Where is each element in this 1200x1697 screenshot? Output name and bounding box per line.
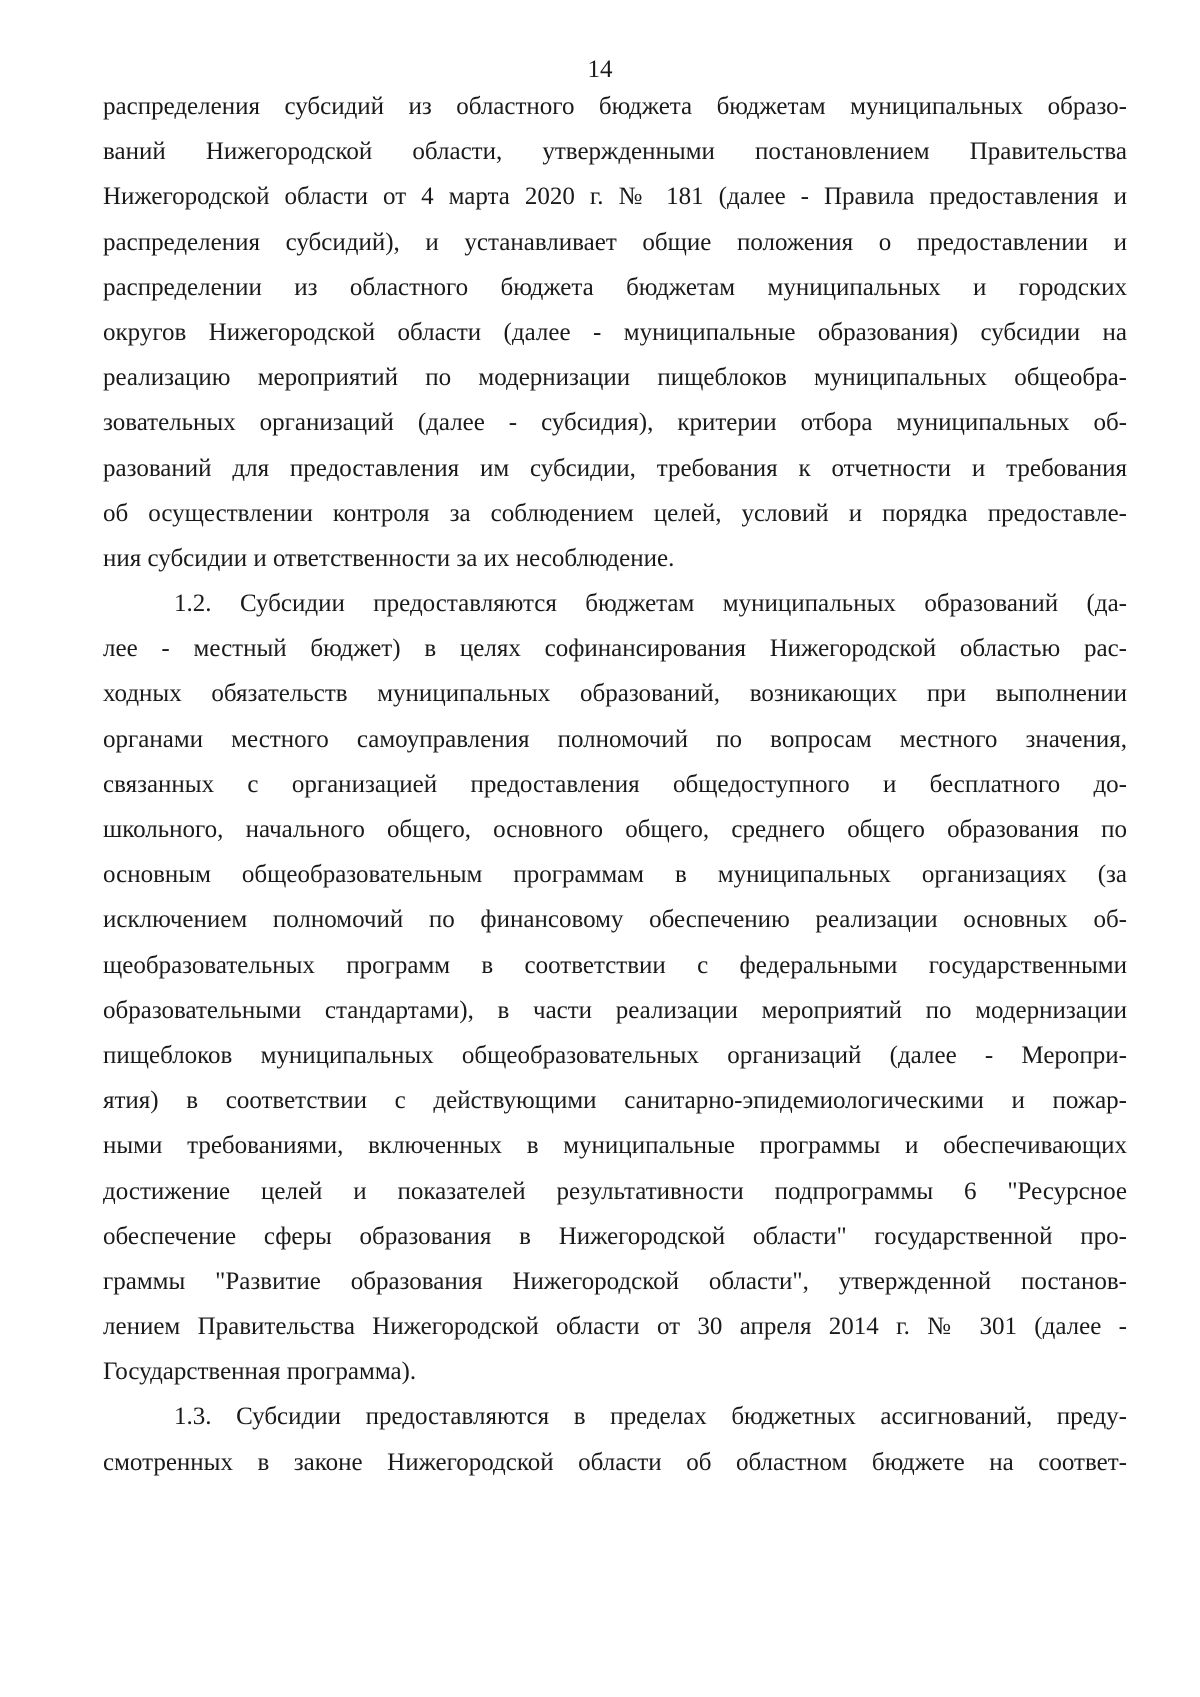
text-line: распределения субсидий), и устанавливает общие положения о предоставлении и <box>103 228 1127 256</box>
text-line: пищеблоков муниципальных общеобразовательных организаций (далее - Меропри- <box>103 1041 1127 1069</box>
page-number: 14 <box>587 56 613 83</box>
text-line: органами местного самоуправления полномочий по вопросам местного значения, <box>103 725 1127 753</box>
text-line: смотренных в законе Нижегородской области об областном бюджете на соответ- <box>103 1448 1127 1476</box>
text-line: основным общеобразовательным программам в муниципальных организациях (за <box>103 861 1127 889</box>
paragraph <box>103 581 1127 1394</box>
text-line: разований для предоставления им субсидии, требования к отчетности и требования <box>103 454 1127 482</box>
text-line: зовательных организаций (далее - субсидия), критерии отбора муниципальных об- <box>103 409 1127 437</box>
text-line: ятия) в соответствии с действующими санитарно-эпидемиологическими и пожар- <box>103 1087 1127 1115</box>
paragraph <box>103 84 1127 581</box>
text-line: достижение целей и показателей результативности подпрограммы 6 "Ресурсное <box>103 1177 1127 1205</box>
text-line: 1.3. Субсидии предоставляются в пределах бюджетных ассигнований, преду- <box>174 1403 1127 1431</box>
text-line: распределения субсидий из областного бюджета бюджетам муниципальных образо- <box>103 93 1127 120</box>
text-line: щеобразовательных программ в соответствии с федеральными государственными <box>103 951 1127 979</box>
text-line: ными требованиями, включенных в муниципальные программы и обеспечивающих <box>103 1132 1127 1160</box>
text-line: распределении из областного бюджета бюджетам муниципальных и городских <box>103 273 1127 301</box>
text-line: школьного, начального общего, основного общего, среднего общего образования по <box>103 816 1127 843</box>
text-line: округов Нижегородской области (далее - муниципальные образования) субсидии на <box>103 318 1127 346</box>
text-line: об осуществлении контроля за соблюдением целей, условий и порядка предоставле- <box>103 499 1127 527</box>
text-line: Нижегородской области от 4 марта 2020 г. № 181 (далее - Правила предоставления и <box>103 183 1127 211</box>
text-line: 1.2. Субсидии предоставляются бюджетам муниципальных образований (да- <box>174 590 1127 618</box>
text-line: лее - местный бюджет) в целях софинансирования Нижегородской областью рас- <box>103 635 1127 663</box>
text-line: обеспечение сферы образования в Нижегородской области" государственной про- <box>103 1222 1127 1250</box>
text-line: связанных с организацией предоставления общедоступного и бесплатного до- <box>103 770 1127 798</box>
text-line: ния субсидии и ответственности за их несоблюдение. <box>103 544 675 572</box>
text-line: Государственная программа). <box>103 1358 417 1386</box>
text-line: граммы "Развитие образования Нижегородской области", утвержденной постанов- <box>103 1267 1127 1295</box>
text-line: лением Правительства Нижегородской области от 30 апреля 2014 г. № 301 (далее - <box>103 1313 1127 1341</box>
text-line: ваний Нижегородской области, утвержденными постановлением Правительства <box>103 138 1127 166</box>
body-text <box>103 84 1127 1485</box>
text-line: исключением полномочий по финансовому обеспечению реализации основных об- <box>103 906 1127 934</box>
paragraph <box>103 1394 1127 1484</box>
text-line: образовательными стандартами), в части реализации мероприятий по модернизации <box>103 996 1127 1024</box>
text-line: реализацию мероприятий по модернизации пищеблоков муниципальных общеобра- <box>103 364 1127 392</box>
text-line: ходных обязательств муниципальных образований, возникающих при выполнении <box>103 680 1127 708</box>
